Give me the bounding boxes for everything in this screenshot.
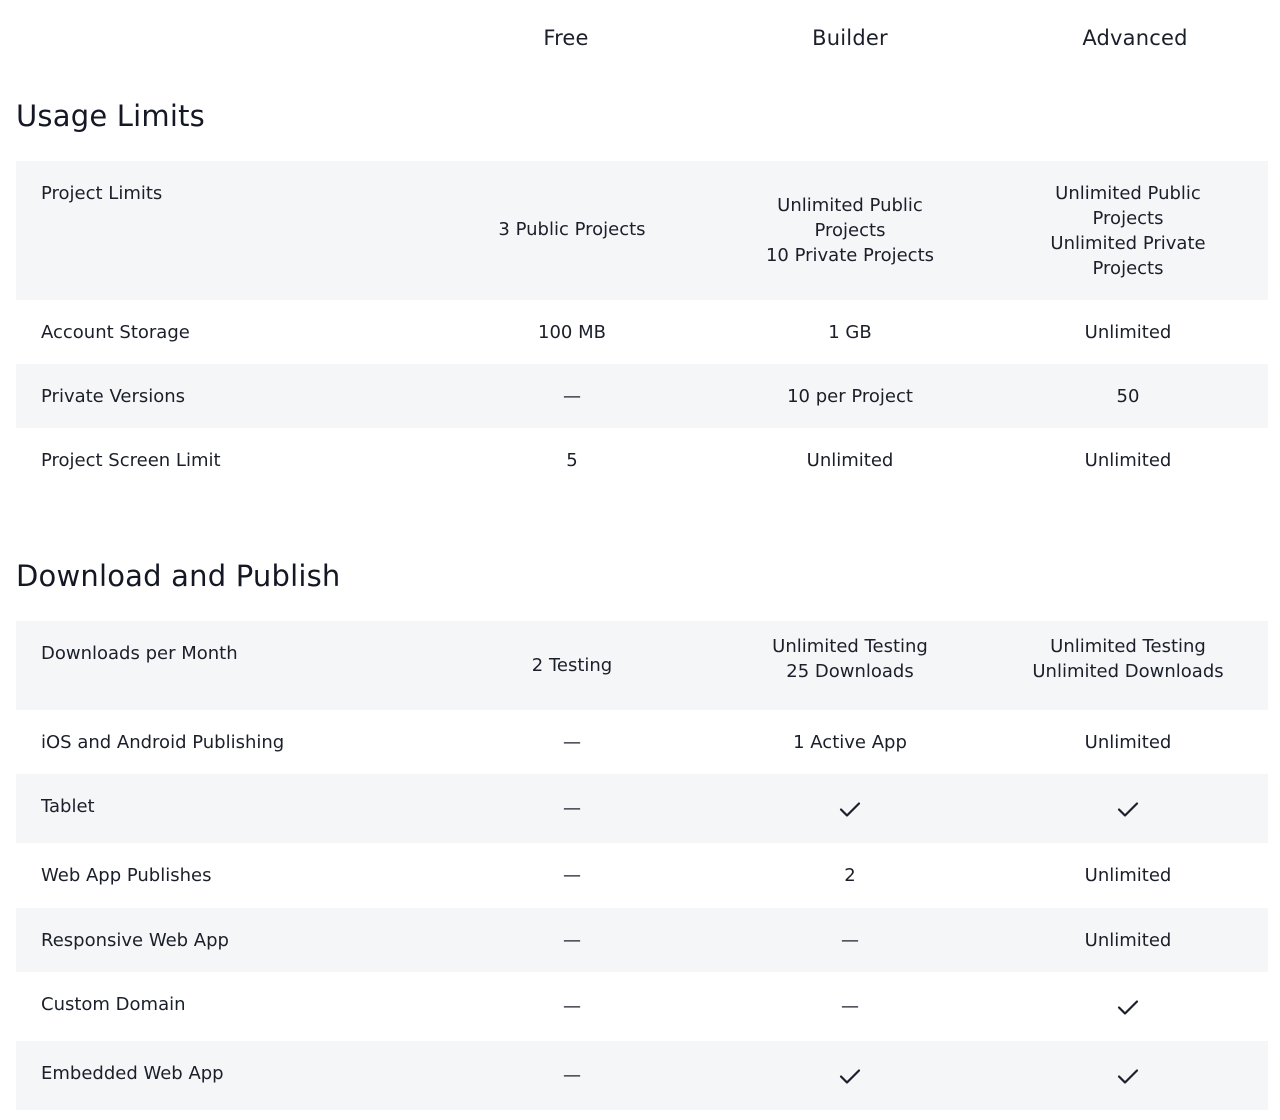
row-label: Embedded Web App bbox=[41, 1063, 224, 1084]
plan-name-advanced: Advanced bbox=[1082, 26, 1188, 50]
cell-builder: — bbox=[841, 929, 859, 951]
plan-name-builder: Builder bbox=[812, 26, 888, 50]
cell-free: — bbox=[563, 929, 581, 951]
cell-advanced: Unlimited Public Projects Unlimited Private Projects bbox=[1050, 182, 1206, 279]
cell-advanced: 50 bbox=[1116, 385, 1140, 407]
cell-builder: 10 per Project bbox=[787, 385, 913, 407]
row-label: Downloads per Month bbox=[41, 643, 238, 664]
cell-free: 100 MB bbox=[538, 321, 606, 343]
row-label: Account Storage bbox=[41, 322, 190, 343]
cell-free: — bbox=[563, 731, 581, 753]
cell-advanced: Unlimited bbox=[1084, 449, 1172, 471]
cell-free: — bbox=[563, 996, 581, 1017]
row-label: Project Screen Limit bbox=[41, 450, 221, 471]
table-row bbox=[16, 621, 1268, 710]
cell-free: — bbox=[563, 1065, 581, 1086]
cell-advanced bbox=[1008, 1041, 1248, 1110]
usage-limits-table bbox=[16, 161, 1268, 492]
cell-builder bbox=[730, 1041, 970, 1110]
table-row bbox=[16, 161, 1268, 300]
row-label: iOS and Android Publishing bbox=[41, 732, 285, 753]
table-row bbox=[16, 364, 1268, 428]
row-label: Private Versions bbox=[41, 386, 186, 407]
plans-header bbox=[0, 0, 1280, 80]
plan-name-free: Free bbox=[543, 26, 589, 50]
table-row bbox=[16, 843, 1268, 908]
cell-free: 2 Testing bbox=[531, 655, 613, 676]
cell-builder bbox=[730, 774, 970, 843]
check-icon bbox=[1116, 1064, 1140, 1088]
cell-advanced: Unlimited bbox=[1084, 865, 1172, 886]
row-label: Custom Domain bbox=[41, 994, 186, 1015]
cell-advanced: Unlimited bbox=[1084, 321, 1172, 343]
cell-free: — bbox=[563, 865, 581, 886]
check-icon bbox=[1116, 995, 1140, 1019]
cell-advanced bbox=[1008, 972, 1248, 1041]
table-row bbox=[16, 300, 1268, 364]
cell-free: — bbox=[563, 385, 581, 407]
cell-builder: 2 bbox=[844, 865, 856, 886]
cell-advanced: Unlimited bbox=[1084, 731, 1172, 753]
table-row bbox=[16, 1041, 1268, 1110]
cell-builder: Unlimited bbox=[806, 449, 894, 471]
cell-advanced bbox=[1008, 774, 1248, 843]
download-publish-table bbox=[16, 621, 1268, 1110]
cell-advanced: Unlimited Testing Unlimited Downloads bbox=[1032, 636, 1224, 682]
row-label: Web App Publishes bbox=[41, 865, 212, 886]
cell-builder: 1 GB bbox=[828, 321, 872, 343]
cell-advanced: Unlimited bbox=[1084, 929, 1172, 951]
row-label: Project Limits bbox=[41, 183, 163, 204]
row-label: Responsive Web App bbox=[41, 930, 229, 951]
check-icon bbox=[838, 1064, 862, 1088]
cell-free: — bbox=[563, 798, 581, 819]
cell-builder: Unlimited Public Projects 10 Private Projects bbox=[765, 195, 935, 266]
cell-builder: Unlimited Testing 25 Downloads bbox=[772, 636, 928, 682]
table-row bbox=[16, 908, 1268, 972]
check-icon bbox=[838, 797, 862, 821]
table-row bbox=[16, 774, 1268, 843]
cell-builder: — bbox=[841, 996, 859, 1017]
section-title-download-publish: Download and Publish bbox=[16, 559, 341, 593]
row-label: Tablet bbox=[41, 796, 95, 817]
table-row bbox=[16, 428, 1268, 492]
check-icon bbox=[1116, 797, 1140, 821]
table-row bbox=[16, 710, 1268, 774]
section-title-usage-limits: Usage Limits bbox=[16, 99, 205, 133]
table-row bbox=[16, 972, 1268, 1041]
cell-free: 3 Public Projects bbox=[498, 219, 646, 240]
cell-free: 5 bbox=[566, 449, 578, 471]
cell-builder: 1 Active App bbox=[793, 731, 907, 753]
